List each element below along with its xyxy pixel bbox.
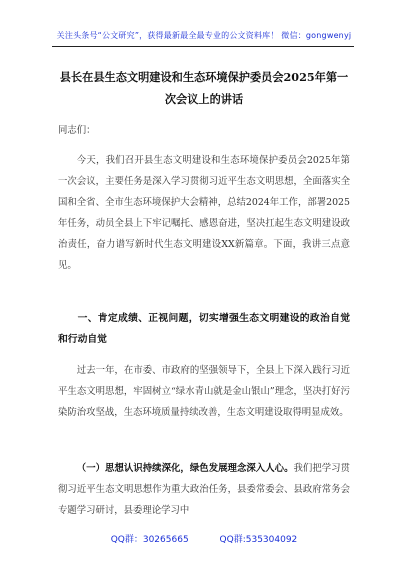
section-heading-1: 一、肯定成绩、正视问题，切实增强生态文明建设的政治自觉和行动自觉 — [58, 313, 350, 345]
subsection-1-paragraph — [58, 458, 350, 521]
header-divider — [52, 46, 354, 47]
subsection-heading-1: （一）思想认识持续深化，绿色发展理念深入人心。 — [76, 463, 294, 474]
intro-paragraph: 今天，我们召开县生态文明建设和生态环境保护委员会2025年第一次会议，主要任务是深入学习贯彻习近平生态文明思想，全面落实全国和全省、全市生态环境保护大会精神，总结2024年工作，部署2025年任务，动员全县上下牢记嘱托、感恩奋进，坚决扛起生态文明建设政治责任，奋力谱写新时代生态文明建设XX新篇章。下面，我讲三点意见。 — [58, 155, 350, 271]
subsection-1-body: 我们把学习贯彻习近平生态文明思想作为重大政治任务，县委常委会、县政府常务会专题学习研讨，县委理论学习中 — [58, 463, 350, 516]
footer-qq-group-2: QQ群:535304092 — [219, 535, 298, 545]
footer — [0, 532, 408, 545]
document-title: 县长在县生态文明建设和生态环境保护委员会2025年第一次会议上的讲话 — [59, 70, 349, 106]
section-1-paragraph: 过去一年，在市委、市政府的坚强领导下，全县上下深入践行习近平生态文明思想，牢固树立“绿水青山就是金山银山”理念，坚决打好污染防治攻坚战，生态环境质量持续改善，生态文明建设取得明显成效。 — [58, 365, 350, 418]
header-banner: 关注头条号“公文研究”，获得最新最全最专业的公文资料库！ 微信：gongwenyj — [56, 31, 352, 40]
footer-qq-group-1: QQ群：30265665 — [110, 535, 189, 545]
greeting: 同志们： — [58, 125, 96, 136]
